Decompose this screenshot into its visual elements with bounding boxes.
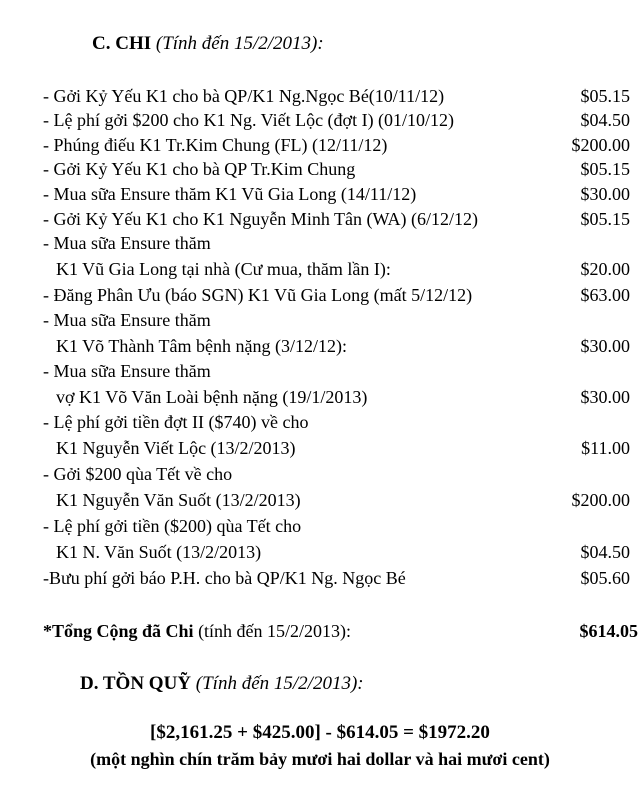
expense-desc: K1 N. Văn Suốt (13/2/2013): [56, 542, 262, 562]
expense-desc: - Lệ phí gởi $200 cho K1 Ng. Viết Lộc (đợt I) (01/10/12): [43, 110, 455, 130]
total-label: [43, 620, 351, 642]
expense-amount: $20.00: [580, 259, 630, 279]
expense-row: [43, 232, 630, 254]
total-label-rest: (tính đến 15/2/2013):: [193, 621, 352, 641]
expense-desc: - Mua sữa Ensure thăm: [43, 310, 211, 330]
expense-row: [43, 134, 630, 156]
expense-row: [43, 85, 630, 107]
expense-desc: K1 Vũ Gia Long tại nhà (Cư mua, thăm lần I):: [56, 259, 391, 279]
expense-amount: $05.15: [580, 159, 630, 179]
section-c-title: C. CHI: [92, 33, 152, 54]
expense-amount: $04.50: [580, 110, 630, 130]
expense-desc: - Mua sữa Ensure thăm: [43, 233, 211, 253]
expense-row: [43, 541, 630, 563]
expense-desc: - Mua sữa Ensure thăm: [43, 361, 211, 381]
expense-amount: $200.00: [571, 135, 630, 155]
section-c-heading: [92, 33, 324, 55]
expense-desc: - Gởi $200 qùa Tết về cho: [43, 464, 233, 484]
expense-row: [43, 284, 630, 306]
expense-desc: - Lệ phí gởi tiền ($200) qùa Tết cho: [43, 516, 302, 536]
expense-row: [43, 489, 630, 511]
expense-row: [43, 258, 630, 280]
total-amount: $614.05: [579, 621, 638, 641]
expense-row: [43, 183, 630, 205]
expense-row: [43, 309, 630, 331]
expense-amount: $63.00: [580, 285, 630, 305]
expense-desc: vợ K1 Võ Văn Loài bệnh nặng (19/1/2013): [56, 387, 368, 407]
balance-formula: [$2,161.25 + $425.00] - $614.05 = $1972.20: [150, 722, 490, 743]
expense-desc: - Lệ phí gởi tiền đợt II ($740) về cho: [43, 412, 309, 432]
expense-amount: $30.00: [580, 387, 630, 407]
expense-amount: $04.50: [580, 542, 630, 562]
expense-amount: $11.00: [581, 438, 630, 458]
expense-desc: - Phúng điếu K1 Tr.Kim Chung (FL) (12/11/12): [43, 135, 388, 155]
expense-row: [43, 567, 630, 589]
balance-words: (một nghìn chín trăm bảy mươi hai dollar và hai mươi cent): [90, 749, 550, 769]
expense-amount: $05.60: [580, 568, 630, 588]
expense-amount: $200.00: [571, 490, 630, 510]
expense-amount: $05.15: [580, 209, 630, 229]
expense-desc: -Bưu phí gởi báo P.H. cho bà QP/K1 Ng. Ngọc Bé: [43, 568, 406, 588]
expense-desc: K1 Nguyễn Viết Lộc (13/2/2013): [56, 438, 296, 458]
expense-desc: K1 Võ Thành Tâm bệnh nặng (3/12/12):: [56, 336, 347, 356]
expense-desc: - Đăng Phân Ưu (báo SGN) K1 Vũ Gia Long (mất 5/12/12): [43, 285, 473, 305]
expense-row: [43, 463, 630, 485]
expense-row: [43, 109, 630, 131]
expense-row: [43, 411, 630, 433]
expense-desc: K1 Nguyễn Văn Suốt (13/2/2013): [56, 490, 301, 510]
expense-desc: - Mua sữa Ensure thăm K1 Vũ Gia Long (14/11/12): [43, 184, 417, 204]
expense-row: [43, 208, 630, 230]
expense-desc: - Gởi Kỷ Yếu K1 cho K1 Nguyễn Minh Tân (WA) (6/12/12): [43, 209, 478, 229]
expense-row: [43, 437, 630, 459]
expense-row: [43, 158, 630, 180]
expense-amount: $30.00: [580, 184, 630, 204]
section-d-heading: [80, 673, 364, 695]
expense-desc: - Gởi Kỷ Yếu K1 cho bà QP Tr.Kim Chung: [43, 159, 356, 179]
total-label-bold: *Tổng Cộng đã Chi: [43, 621, 194, 641]
expense-desc: - Gởi Kỷ Yếu K1 cho bà QP/K1 Ng.Ngọc Bé(10/11/12): [43, 86, 445, 106]
section-d-title: D. TỒN QUỸ: [80, 673, 192, 694]
section-d-note: (Tính đến 15/2/2013):: [191, 673, 364, 694]
expense-row: [43, 515, 630, 537]
expense-row: [43, 360, 630, 382]
expense-amount: $05.15: [580, 86, 630, 106]
expense-amount: $30.00: [580, 336, 630, 356]
expense-row: [43, 335, 630, 357]
section-c-note: (Tính đến 15/2/2013):: [155, 33, 324, 54]
expense-row: [43, 386, 630, 408]
